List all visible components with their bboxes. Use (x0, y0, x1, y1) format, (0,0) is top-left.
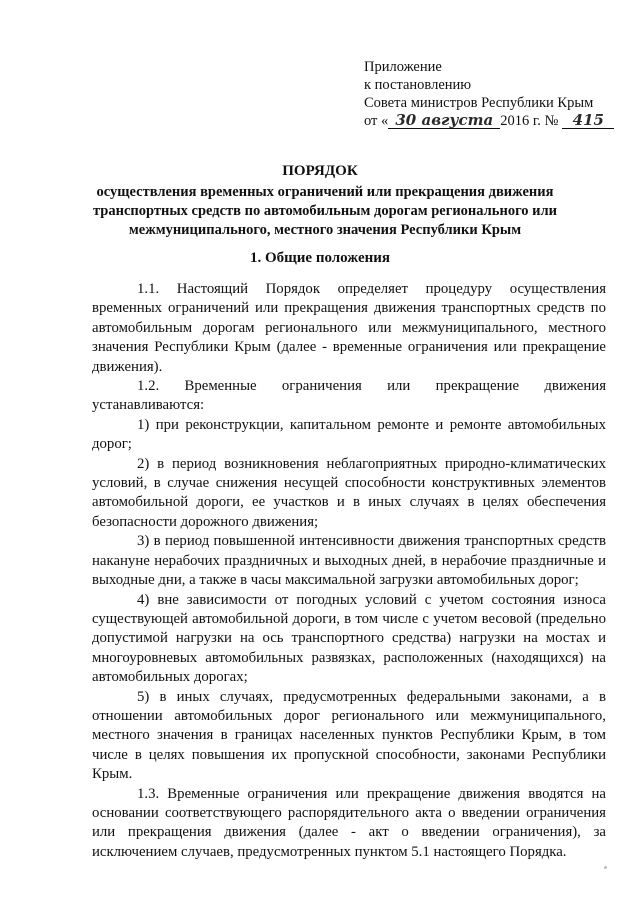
date-suffix: 2016 г. № (500, 113, 559, 129)
section-heading: 1. Общие положения (249, 250, 391, 266)
list-item-2: 2) в период возникновения неблагоприятных природно-климатических условий, в случае снижения несущей способности конструктивных элементов автомобильной дороги, ее участков и в иных случаях в целях обеспечения безопасности дорожного движения; (92, 455, 606, 530)
list-item-4: 4) вне зависимости от погодных условий с учетом состояния износа существующей автомобильной дороги, в том числе с учетом весовой (предельно допустимой нагрузки на ось транспортного средства) нагрузки на мостах и многоуровневых автомобильных развязках, расположенных (находящихся) на автомобильных дорогах; (92, 591, 606, 686)
appendix-resolution-ref: к постановлению (364, 77, 472, 93)
date-prefix: от « (364, 113, 389, 129)
handwritten-number: 415 (562, 113, 614, 129)
list-item-3: 3) в период повышенной интенсивности движения транспортных средств накануне нерабочих праздничных и выходных дней, в нерабочие праздничные и выходные дни, а также в часы максимальной загрузки автомобильных дорог; (92, 533, 606, 589)
handwritten-date: 30 августа (388, 113, 500, 129)
paragraph-1-3: 1.3. Временные ограничения или прекращение движения вводятся на основании соответствующего распорядительного акта о введении ограничения или прекращения движения (далее - акт о введении ограничения), за исключением случаев, предусмотренных пунктом 5.1 настоящего Порядка. (92, 785, 606, 860)
appendix-issuer: Совета министров Республики Крым (364, 95, 594, 111)
document-subtitle: осуществления временных ограничений или прекращения движения транспортных средств по автомобильным дорогам регионального или межмуниципального, местного значения Республики Крым (92, 184, 558, 238)
scan-dot (604, 866, 607, 869)
appendix-block (364, 58, 614, 130)
paragraph-1-1: 1.1. Настоящий Порядок определяет процедуру осуществления временных ограничений или прекращения движения транспортных средств по автомобильным дорогам регионального или межмуниципального, местного значения Республики Крым (далее - временные ограничения или прекращение движения). (92, 281, 606, 375)
paragraph-1-2: 1.2. Временные ограничения или прекращение движения устанавливаются: (92, 378, 606, 414)
list-item-1: 1) при реконструкции, капитальном ремонте и ремонте автомобильных дорог; (92, 416, 606, 453)
appendix-date-line (364, 112, 614, 130)
list-item-5: 5) в иных случаях, предусмотренных федеральными законами, а в отношении автомобильных дорог регионального или межмуниципального, местного значения в границах населенных пунктов Республики Крым, в том числе в целях повышения их пропускной способности, законами Республики Крым. (92, 688, 606, 783)
document-title: ПОРЯДОК (282, 163, 358, 179)
appendix-label: Приложение (364, 59, 442, 75)
document-body (92, 280, 606, 862)
